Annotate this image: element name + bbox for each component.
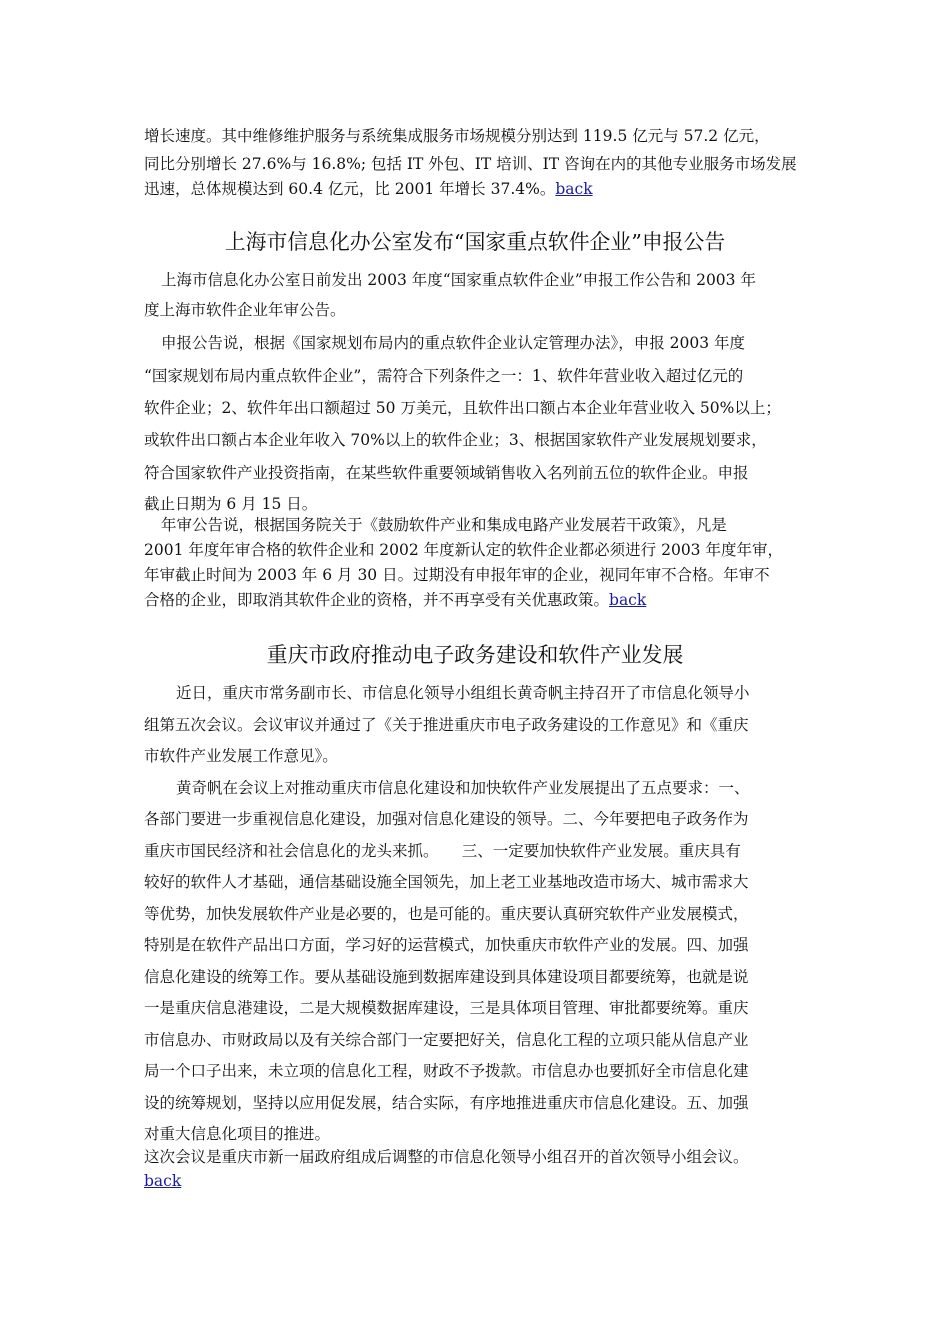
intro-line-3 [144, 177, 593, 199]
intro-line-3-text: 迅速，总体规模达到 60.4 亿元，比 2001 年增长 37.4%。 [144, 180, 556, 198]
section2-back-line [144, 1172, 181, 1190]
section2-p2-line-2: 各部门要进一步重视信息化建设，加强对信息化建设的领导。二、今年要把电子政务作为 [144, 810, 749, 828]
section2-p2-line-11: 设的统筹规划，坚持以应用促发展，结合实际，有序地推进重庆市信息化建设。五、加强 [144, 1094, 749, 1112]
section1-p2-line-1: 申报公告说，根据《国家规划布局内的重点软件企业认定管理办法》，申报 2003 年度 [161, 334, 746, 352]
section2-p2-line-7: 信息化建设的统筹工作。要从基础设施到数据库建设到具体建设项目都要统筹，也就是说 [144, 968, 749, 986]
back-link[interactable]: back [555, 180, 593, 198]
back-link[interactable]: back [144, 1172, 182, 1190]
section2-p2-line-12: 对重大信息化项目的推进。 [144, 1125, 331, 1143]
section1-p2-line-4: 或软件出口额占本企业年收入 70%以上的软件企业；3、根据国家软件产业发展规划要求， [144, 431, 767, 449]
section2-p1-line-3: 市软件产业发展工作意见》。 [144, 747, 338, 765]
section2-p3-line: 这次会议是重庆市新一届政府组成后调整的市信息化领导小组召开的首次领导小组会议。 [144, 1148, 749, 1166]
intro-line-2: 同比分别增长 27.6%与 16.8%; 包括 IT 外包、IT 培训、IT 咨询在内的其他专业服务市场发展 [144, 155, 797, 173]
section1-p2-line-5: 符合国家软件产业投资指南，在某些软件重要领域销售收入名列前五位的软件企业。申报 [144, 464, 749, 482]
section2-p2-line-5: 等优势，加快发展软件产业是必要的，也是可能的。重庆要认真研究软件产业发展模式， [144, 905, 749, 923]
section2-p1-line-2: 组第五次会议。会议审议并通过了《关于推进重庆市电子政务建设的工作意见》和《重庆 [144, 716, 749, 734]
intro-line-1: 增长速度。其中维修维护服务与系统集成服务市场规模分别达到 119.5 亿元与 57.2 亿元， [144, 127, 770, 145]
section2-p2-line-4: 较好的软件人才基础，通信基础设施全国领先，加上老工业基地改造市场大、城市需求大 [144, 873, 749, 891]
section1-p3-line-2: 2001 年度年审合格的软件企业和 2002 年度新认定的软件企业都必须进行 2003 年度年审， [144, 541, 783, 559]
section1-p2-line-2: “国家规划布局内重点软件企业”，需符合下列条件之一：1、软件年营业收入超过亿元的 [144, 367, 744, 385]
section1-p1-line-1: 上海市信息化办公室日前发出 2003 年度“国家重点软件企业”申报工作公告和 2003 年 [161, 271, 756, 289]
section2-p2-line-1: 黄奇帆在会议上对推动重庆市信息化建设和加快软件产业发展提出了五点要求：一、 [176, 779, 750, 797]
section1-p1-line-2: 度上海市软件企业年审公告。 [144, 301, 346, 319]
back-link[interactable]: back [609, 591, 647, 609]
section1-p2-line-6: 截止日期为 6 月 15 日。 [144, 495, 318, 513]
section2-p2-line-10: 局一个口子出来，未立项的信息化工程，财政不予拨款。市信息办也要抓好全市信息化建 [144, 1062, 749, 1080]
section2-p2-line-6: 特别是在软件产品出口方面，学习好的运营模式，加快重庆市软件产业的发展。四、加强 [144, 936, 749, 954]
section2-title: 重庆市政府推动电子政务建设和软件产业发展 [266, 643, 684, 667]
section2-p2-line-3: 重庆市国民经济和社会信息化的龙头来抓。 三、一定要加快软件产业发展。重庆具有 [144, 842, 741, 860]
section1-p3-line-1: 年审公告说，根据国务院关于《鼓励软件产业和集成电路产业发展若干政策》，凡是 [161, 516, 727, 534]
section1-p3-line-4 [144, 588, 646, 610]
section1-title: 上海市信息化办公室发布“国家重点软件企业”申报公告 [224, 230, 726, 254]
section2-p2-line-8: 一是重庆信息港建设，二是大规模数据库建设，三是具体项目管理、审批都要统筹。重庆 [144, 999, 749, 1017]
section1-p3-line-4-text: 合格的企业，即取消其软件企业的资格，并不再享受有关优惠政策。 [144, 591, 610, 609]
section2-p2-line-9: 市信息办、市财政局以及有关综合部门一定要把好关，信息化工程的立项只能从信息产业 [144, 1031, 749, 1049]
section2-p1-line-1: 近日，重庆市常务副市长、市信息化领导小组组长黄奇帆主持召开了市信息化领导小 [176, 684, 750, 702]
section1-p3-line-3: 年审截止时间为 2003 年 6 月 30 日。过期没有申报年审的企业，视同年审不合格。年审不 [144, 566, 770, 584]
section1-p2-line-3: 软件企业；2、软件年出口额超过 50 万美元，且软件出口额占本企业年营业收入 50%以上； [144, 399, 781, 417]
